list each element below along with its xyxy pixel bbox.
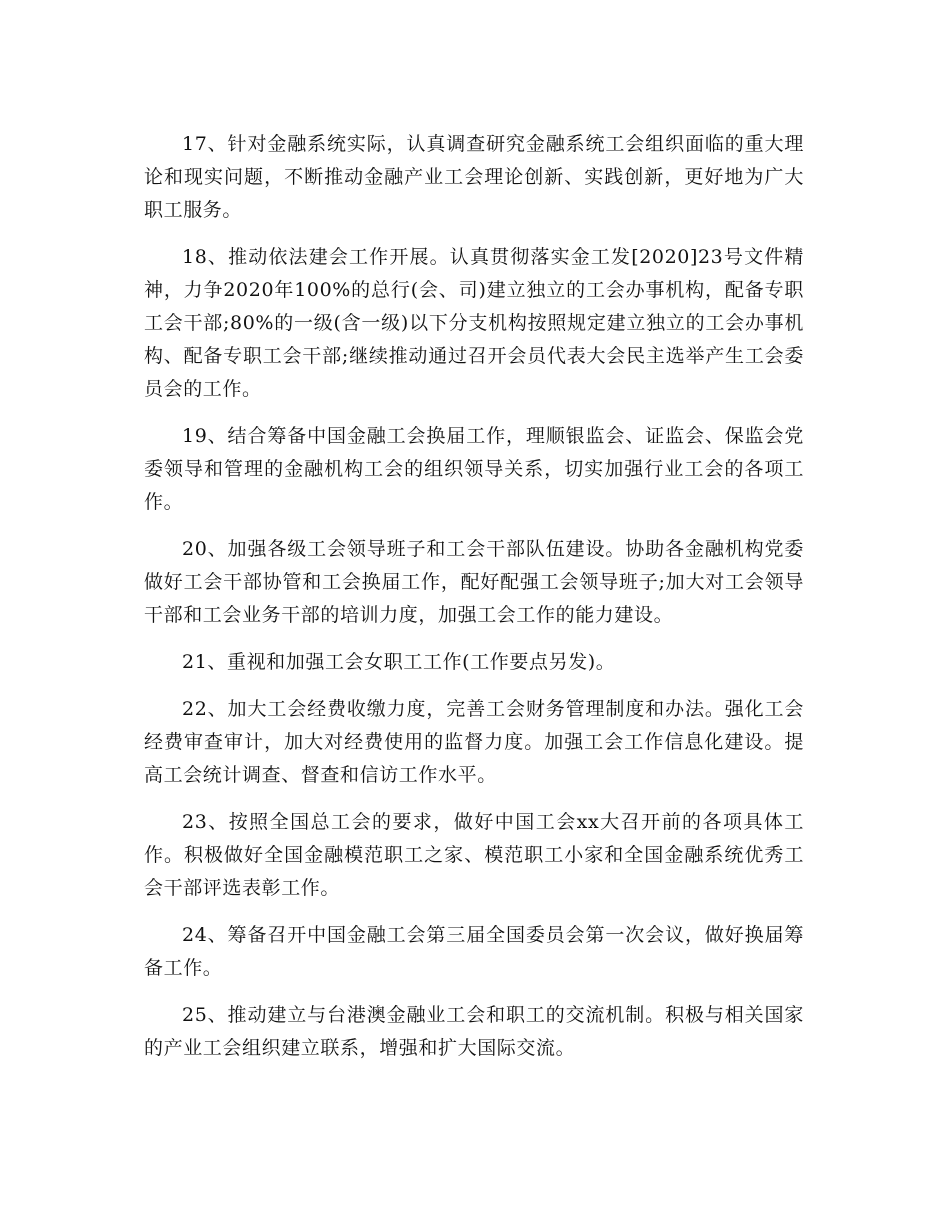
paragraph-18: 18、推动依法建会工作开展。认真贯彻落实金工发[2020]23号文件精神，力争2020年100%的总行(会、司)建立独立的工会办事机构，配备专职工会干部;80%的一级(含一级)以下分支机构按照规定建立独立的工会办事机构、配备专职工会干部;继续推动通过召开会员代表大会民主选举产生工会委员会的工作。 bbox=[144, 246, 804, 400]
paragraph-20: 20、加强各级工会领导班子和工会干部队伍建设。协助各金融机构党委做好工会干部协管和工会换届工作，配好配强工会领导班子;加大对工会领导干部和工会业务干部的培训力度，加强工会工作的能力建设。 bbox=[144, 538, 804, 626]
paragraph-25: 25、推动建立与台港澳金融业工会和职工的交流机制。积极与相关国家的产业工会组织建立联系，增强和扩大国际交流。 bbox=[144, 1004, 804, 1059]
paragraph-23: 23、按照全国总工会的要求，做好中国工会xx大召开前的各项具体工作。积极做好全国金融模范职工之家、模范职工小家和全国金融系统优秀工会干部评选表彰工作。 bbox=[144, 811, 804, 899]
paragraph-24: 24、筹备召开中国金融工会第三届全国委员会第一次会议，做好换届筹备工作。 bbox=[144, 924, 804, 979]
paragraph-22: 22、加大工会经费收缴力度，完善工会财务管理制度和办法。强化工会经费审查审计，加大对经费使用的监督力度。加强工会工作信息化建设。提高工会统计调查、督查和信访工作水平。 bbox=[144, 698, 804, 786]
paragraph-17: 17、针对金融系统实际，认真调查研究金融系统工会组织面临的重大理论和现实问题，不断推动金融产业工会理论创新、实践创新，更好地为广大职工服务。 bbox=[144, 133, 804, 221]
paragraph-19: 19、结合筹备中国金融工会换届工作，理顺银监会、证监会、保监会党委领导和管理的金融机构工会的组织领导关系，切实加强行业工会的各项工作。 bbox=[144, 425, 804, 513]
paragraph-21: 21、重视和加强工会女职工工作(工作要点另发)。 bbox=[182, 651, 616, 673]
document-page bbox=[144, 128, 804, 1079]
